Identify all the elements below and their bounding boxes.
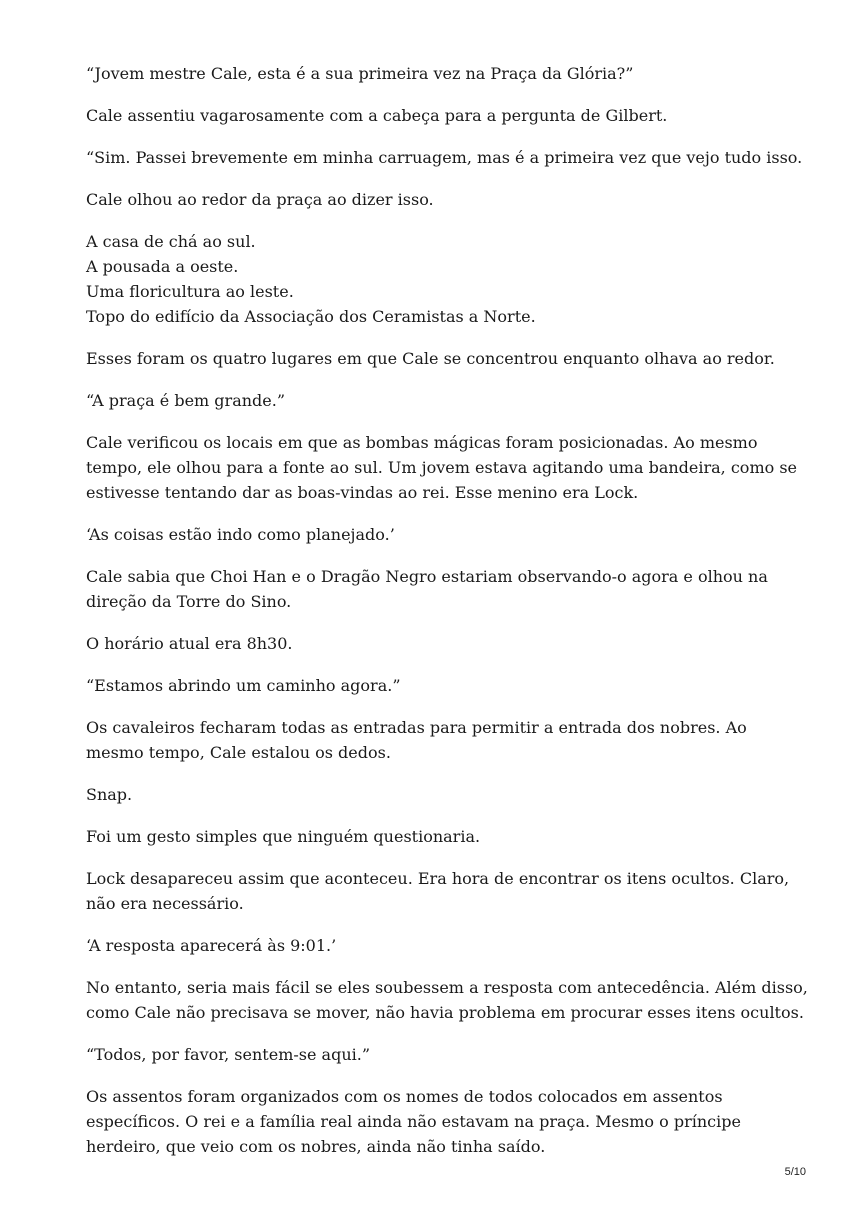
text-line: “Todos, por favor, sentem-se aqui.” (86, 1045, 370, 1064)
text-line: Topo do edifício da Associação dos Ceramistas a Norte. (86, 307, 536, 326)
text-line: estivesse tentando dar as boas-vindas ao rei. Esse menino era Lock. (86, 483, 639, 502)
text-line: “Jovem mestre Cale, esta é a sua primeira vez na Praça da Glória?” (86, 64, 634, 83)
paragraph (86, 631, 796, 656)
page-number: 5/10 (784, 1166, 806, 1178)
paragraph (86, 866, 796, 916)
paragraph (86, 933, 796, 958)
text-line: tempo, ele olhou para a fonte ao sul. Um jovem estava agitando uma bandeira, como se (86, 458, 798, 477)
paragraph (86, 187, 796, 212)
text-line: Foi um gesto simples que ninguém questionaria. (86, 827, 481, 846)
text-line: direção da Torre do Sino. (86, 592, 292, 611)
paragraph (86, 715, 796, 765)
text-line: Snap. (86, 785, 133, 804)
paragraph (86, 522, 796, 547)
text-line: Cale olhou ao redor da praça ao dizer isso. (86, 190, 434, 209)
paragraph (86, 673, 796, 698)
text-line: ‘A resposta aparecerá às 9:01.’ (86, 936, 337, 955)
paragraph (86, 388, 796, 413)
text-line: Cale verificou os locais em que as bombas mágicas foram posicionadas. Ao mesmo (86, 433, 758, 452)
text-line: No entanto, seria mais fácil se eles soubessem a resposta com antecedência. Além disso, (86, 978, 808, 997)
text-line: não era necessário. (86, 894, 244, 913)
paragraph (86, 430, 796, 505)
paragraph (86, 782, 796, 807)
text-line: “Estamos abrindo um caminho agora.” (86, 676, 401, 695)
text-line: Uma floricultura ao leste. (86, 282, 294, 301)
paragraph (86, 145, 803, 170)
paragraph (86, 229, 796, 329)
text-line: Esses foram os quatro lugares em que Cale se concentrou enquanto olhava ao redor. (86, 349, 775, 368)
text-line: A casa de chá ao sul. (86, 232, 256, 251)
text-line: como Cale não precisava se mover, não havia problema em procurar esses itens ocultos. (86, 1003, 804, 1022)
paragraph (86, 103, 796, 128)
text-line: O horário atual era 8h30. (86, 634, 293, 653)
text-line: Os assentos foram organizados com os nomes de todos colocados em assentos (86, 1087, 723, 1106)
text-line: “Sim. Passei brevemente em minha carruagem, mas é a primeira vez que vejo tudo isso. (86, 148, 803, 167)
text-line: Lock desapareceu assim que aconteceu. Era hora de encontrar os itens ocultos. Claro, (86, 869, 790, 888)
text-line: mesmo tempo, Cale estalou os dedos. (86, 743, 391, 762)
paragraph (86, 1042, 796, 1067)
text-line: Cale sabia que Choi Han e o Dragão Negro estariam observando-o agora e olhou na (86, 567, 768, 586)
text-line: “A praça é bem grande.” (86, 391, 286, 410)
paragraph (86, 564, 796, 614)
text-line: Os cavaleiros fecharam todas as entradas para permitir a entrada dos nobres. Ao (86, 718, 747, 737)
text-line: ‘As coisas estão indo como planejado.’ (86, 525, 395, 544)
paragraph (86, 61, 796, 86)
paragraph (86, 975, 808, 1025)
paragraph (86, 1084, 796, 1159)
text-line: Cale assentiu vagarosamente com a cabeça para a pergunta de Gilbert. (86, 106, 668, 125)
text-line: A pousada a oeste. (86, 257, 239, 276)
text-line: herdeiro, que veio com os nobres, ainda não tinha saído. (86, 1137, 546, 1156)
paragraph (86, 346, 796, 371)
text-line: específicos. O rei e a família real ainda não estavam na praça. Mesmo o príncipe (86, 1112, 741, 1131)
paragraph (86, 824, 796, 849)
